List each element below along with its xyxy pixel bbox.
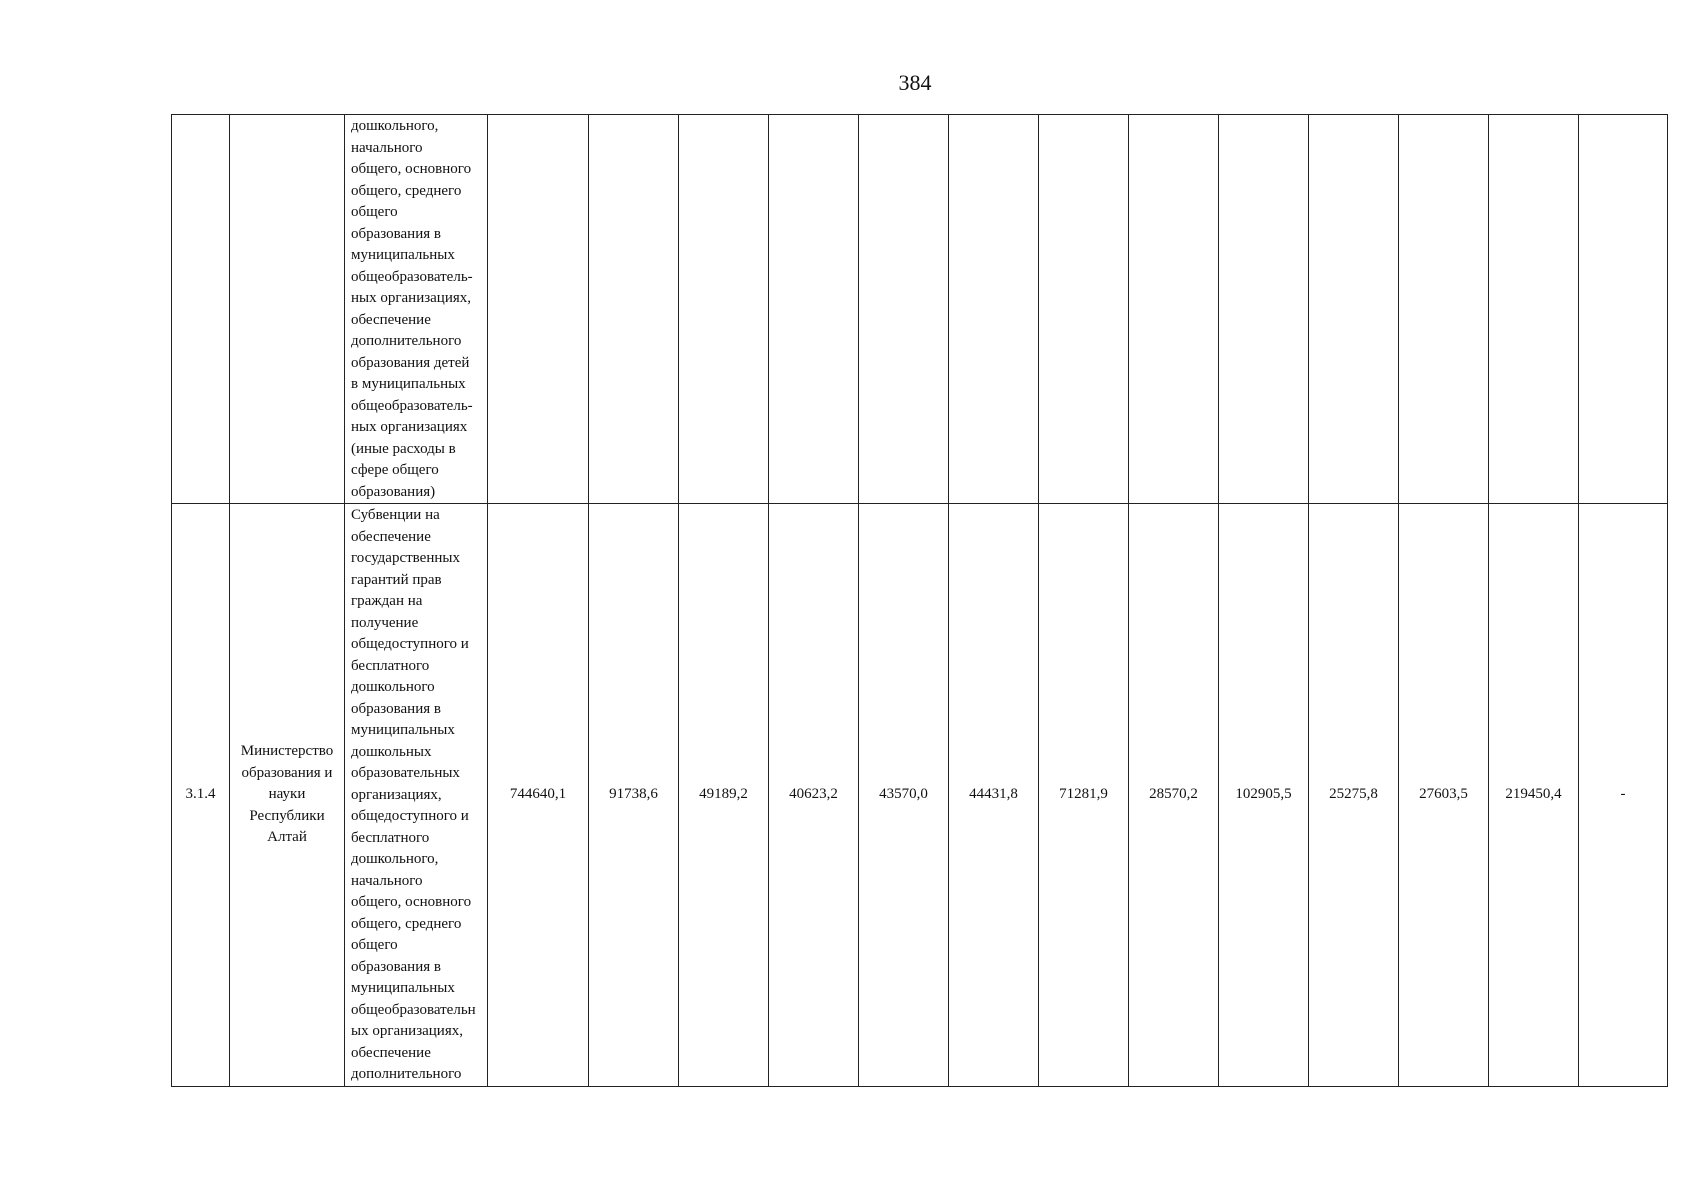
value-cell: 27603,5 [1399, 504, 1489, 1087]
value-cell: 219450,4 [1489, 504, 1579, 1087]
row-index-cell [172, 115, 230, 504]
value-cell [488, 115, 589, 504]
value-cell [679, 115, 769, 504]
value-cell: 102905,5 [1219, 504, 1309, 1087]
agency-cell: Министерство образования и науки Республики Алтай [230, 504, 345, 1087]
value-cell [1489, 115, 1579, 504]
page-number: 384 [898, 70, 932, 95]
row-index-cell: 3.1.4 [172, 504, 230, 1087]
value-cell [859, 115, 949, 504]
value-cell [1399, 115, 1489, 504]
value-cell [589, 115, 679, 504]
value-cell [1039, 115, 1129, 504]
value-cell: 744640,1 [488, 504, 589, 1087]
value-cell: 43570,0 [859, 504, 949, 1087]
value-cell: 91738,6 [589, 504, 679, 1087]
value-cell: 71281,9 [1039, 504, 1129, 1087]
value-cell [769, 115, 859, 504]
agency-cell [230, 115, 345, 504]
description-cell: Субвенции на обеспечение государственных гарантий прав граждан на получение общедоступного и бесплатного дошкольного образования в муниципальных дошкольных образовательных организациях, общедоступного и бесплатного дошкольного, начального общего, основного общего, среднего общего образования в муниципальных общеобразовательн ых организациях, обеспечение дополнительного [345, 504, 488, 1087]
value-cell: 49189,2 [679, 504, 769, 1087]
table-row [172, 504, 1668, 1087]
value-cell [949, 115, 1039, 504]
value-cell: 28570,2 [1129, 504, 1219, 1087]
value-cell [1219, 115, 1309, 504]
value-cell [1579, 115, 1668, 504]
value-cell: 25275,8 [1309, 504, 1399, 1087]
table-row [172, 115, 1668, 504]
value-cell: 44431,8 [949, 504, 1039, 1087]
budget-table [171, 114, 1668, 1087]
value-cell [1309, 115, 1399, 504]
description-cell: дошкольного, начального общего, основного общего, среднего общего образования в муниципальных общеобразователь- ных организациях, обеспечение дополнительного образования детей в муниципальных общеобразователь- ных организациях (иные расходы в сфере общего образования) [345, 115, 488, 504]
value-cell: - [1579, 504, 1668, 1087]
value-cell: 40623,2 [769, 504, 859, 1087]
value-cell [1129, 115, 1219, 504]
